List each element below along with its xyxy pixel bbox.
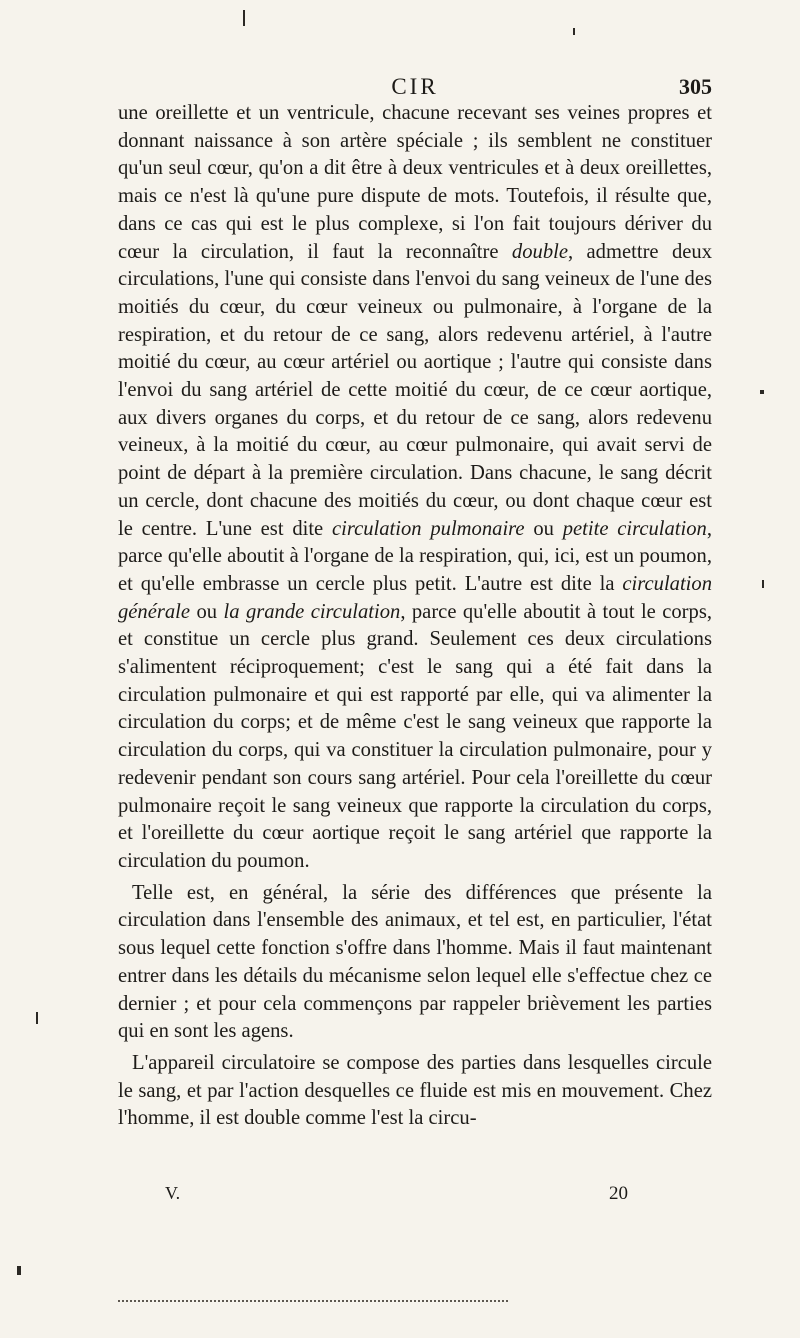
paragraph [118, 100, 712, 876]
text-run: une oreillette et un ventricule, chacune recevant ses veines propres et donnant naissance à son artère spéciale ; ils semblent ne constituer qu'un seul cœur, qu'on a dit être à deux ventricules et à deux oreillettes, mais ce n'est là qu'une pure dispute de mots. Toutefois, il résulte que, dans ce cas qui est le plus complexe, si l'on fait toujours dériver du cœur la circulation, il faut la reconnaître [118, 102, 712, 263]
text-run: L'appareil circulatoire se compose des parties dans lesquelles circule le sang, et par l'action desquelles ce fluide est mis en mouvement. Chez l'homme, il est double comme l'est la circu- [118, 1051, 712, 1130]
print-mark [762, 580, 764, 588]
signature-mark: V. [165, 1183, 181, 1203]
print-mark [17, 1266, 21, 1275]
text-run: , parce qu'elle aboutit à tout le corps, et constitue un cercle plus grand. Seulement ces deux circulations s'alimentent réciproquement; c'est le sang qui a été fait dans la circulation pulmonaire et qui est rapporté par elle, qui va alimenter la circulation du corps; et de même c'est le sang veineux que rapporte la circulation du corps, qui va constituer la circulation pulmonaire, pour y redevenir pendant son cours sang artériel. Pour cela l'oreillette du cœur pulmonaire reçoit le sang veineux que rapporte la circulation du corps, et l'oreillette du cœur aortique reçoit le sang artériel que rapporte la circulation du poumon. [118, 600, 712, 872]
signature-number: 20 [609, 1183, 628, 1204]
italic-term: double [511, 240, 568, 263]
italic-term: circulation générale [118, 572, 712, 623]
dotted-rule [118, 1300, 508, 1302]
text-run: , admettre deux circulations, l'une qui consiste dans l'envoi du sang veineux de l'une des moitiés du cœur, du cœur veineux ou pulmonaire, à l'organe de la respiration, et du retour de ce sang, alors redevenu artériel, à l'autre moitié du cœur, au cœur artériel ou aortique ; l'autre qui consiste dans l'envoi du sang artériel de cette moitié du cœur, de ce cœur aortique, aux divers organes du corps, et du retour de ce sang, alors redevenu veineux, à la moitié du cœur, au cœur pulmonaire, qui avait servi de point de départ à la première circulation. Dans chacune, le sang décrit un cercle, dont chacune des moitiés du cœur, ou dont chaque cœur est le centre. L'une est dite [118, 240, 712, 540]
italic-term: la grande circulation [223, 600, 401, 623]
text-run: Telle est, en général, la série des différences que présente la circulation dans l'ensemble des animaux, et tel est, en particulier, l'état sous lequel cette fonction s'offre dans l'homme. Mais il faut maintenant entrer dans les détails du mécanisme selon lequel elle s'effectue chez ce dernier ; et pour cela commençons par rappeler brièvement les parties qui en sont les agens. [118, 881, 712, 1043]
running-head: CIR [391, 74, 439, 99]
italic-term: petite circulation [562, 517, 707, 540]
text-run: , parce qu'elle aboutit à l'organe de la respiration, qui, ici, est un poumon, et qu'elle embrasse un cercle plus petit. L'autre est dite la [118, 517, 712, 595]
print-mark [760, 390, 764, 394]
text-run: ou [524, 517, 563, 540]
paragraph [118, 1050, 712, 1133]
print-mark [573, 28, 575, 35]
body-text [118, 100, 712, 1133]
text-run: ou [190, 600, 224, 623]
page-number: 305 [679, 74, 712, 99]
paragraph [118, 880, 712, 1046]
print-mark [243, 10, 245, 26]
page-footer [165, 1183, 628, 1213]
italic-term: circulation pulmonaire [331, 517, 525, 540]
print-mark [36, 1012, 38, 1024]
